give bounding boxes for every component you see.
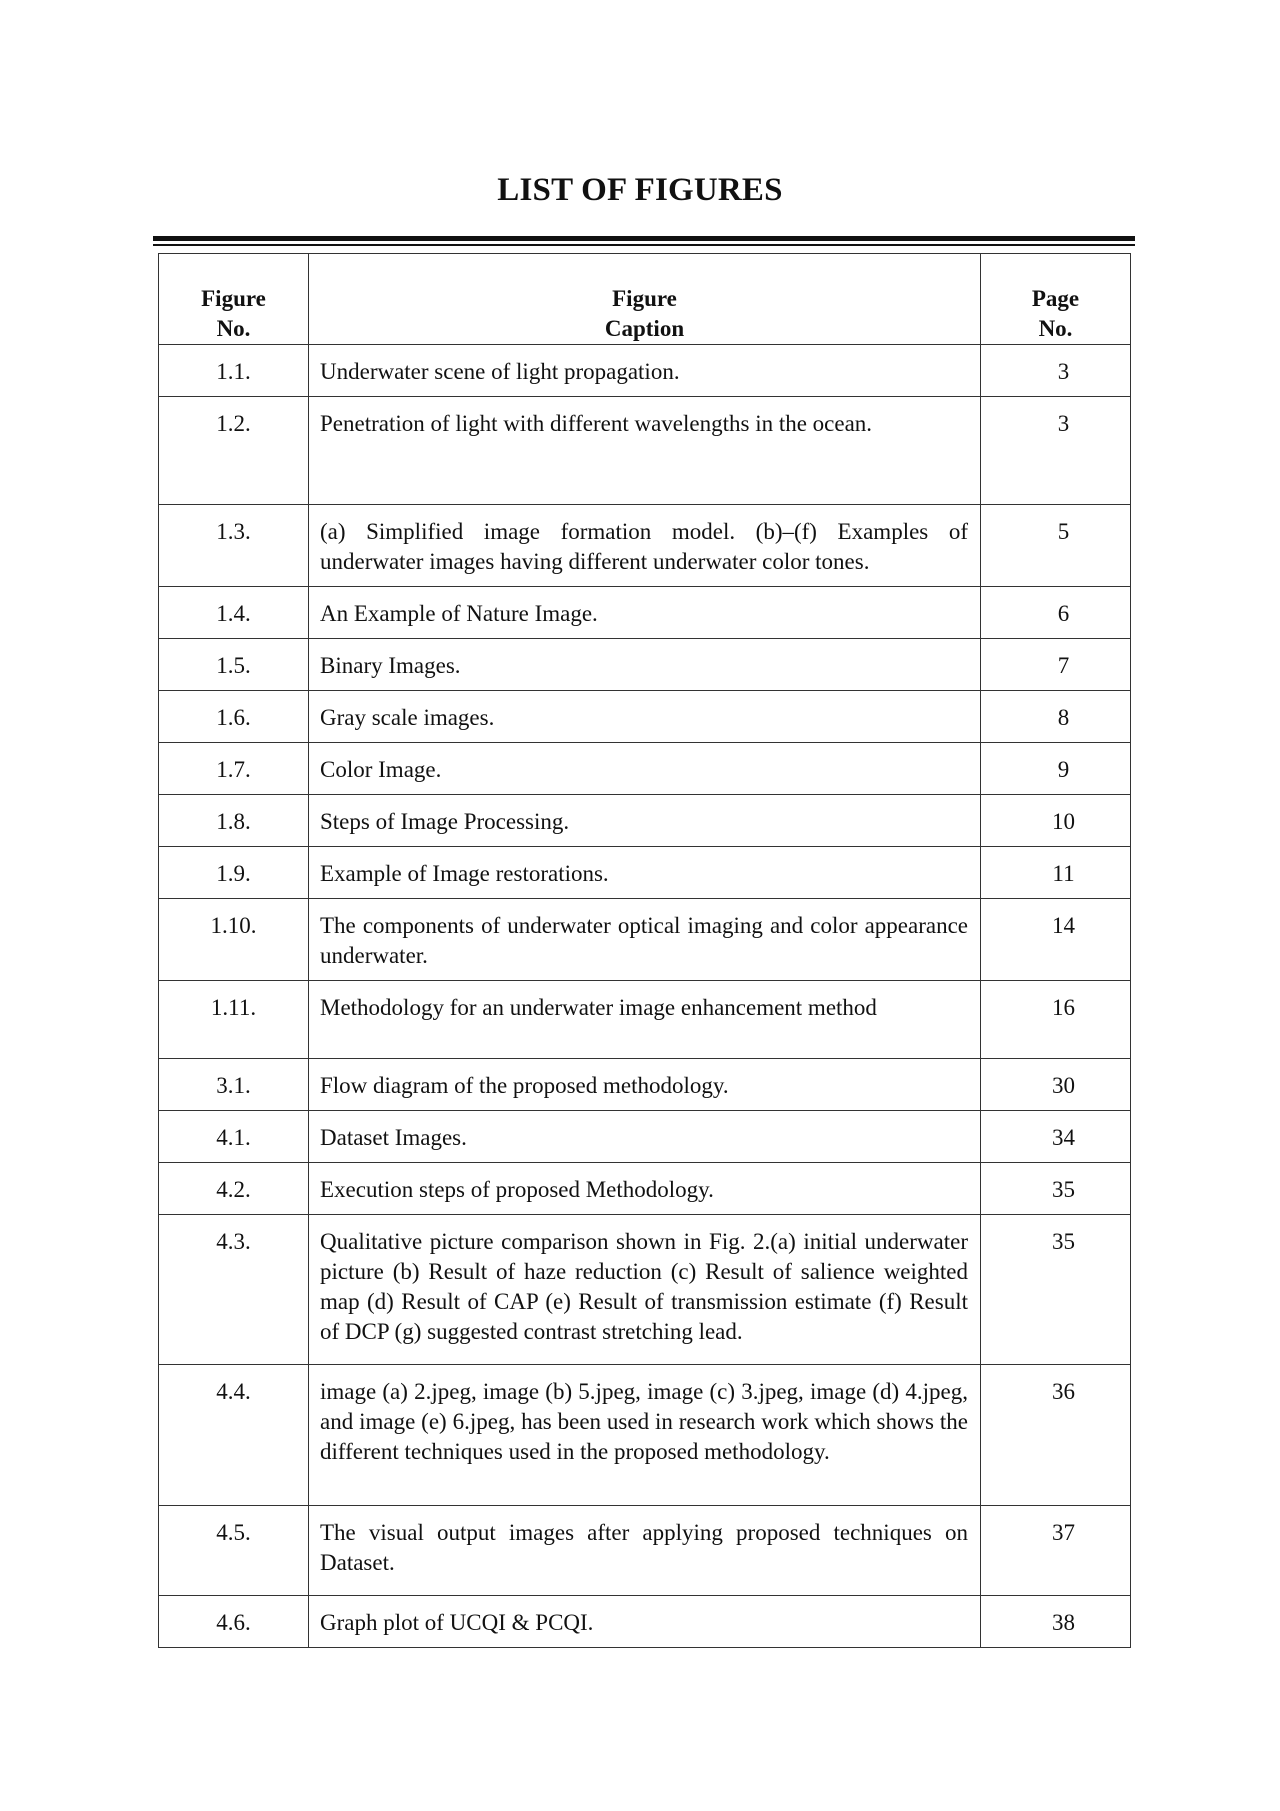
- figure-number: 3.1.: [159, 1059, 309, 1111]
- figure-caption: Qualitative picture comparison shown in Fig. 2.(a) initial underwater picture (b) Result of haze reduction (c) Result of salience weighted map (d) Result of CAP (e) Result of transmission estimate (f) Result of DCP (g) suggested contrast stretching lead.: [309, 1215, 981, 1365]
- figure-caption: (a) Simplified image formation model. (b)–(f) Examples of underwater images having different underwater color tones.: [309, 505, 981, 587]
- figure-number: 4.2.: [159, 1163, 309, 1215]
- figure-caption: The components of underwater optical imaging and color appearance underwater.: [309, 899, 981, 981]
- page-title: LIST OF FIGURES: [497, 172, 783, 208]
- table-row: [159, 847, 1131, 899]
- figures-table: [158, 253, 1131, 1648]
- page-number: 6: [981, 587, 1131, 639]
- page-number: 9: [981, 743, 1131, 795]
- figure-caption: Steps of Image Processing.: [309, 795, 981, 847]
- table-row: [159, 743, 1131, 795]
- page-number: 14: [981, 899, 1131, 981]
- table-row: [159, 505, 1131, 587]
- table-row: [159, 345, 1131, 397]
- figure-number: 1.5.: [159, 639, 309, 691]
- page-number: 37: [981, 1506, 1131, 1596]
- table-row: [159, 691, 1131, 743]
- figure-caption: Graph plot of UCQI & PCQI.: [309, 1596, 981, 1648]
- header-caption: Figure Caption: [309, 254, 981, 345]
- figure-caption: Underwater scene of light propagation.: [309, 345, 981, 397]
- figure-caption: Dataset Images.: [309, 1111, 981, 1163]
- page-number: 7: [981, 639, 1131, 691]
- table-row: [159, 397, 1131, 505]
- title-divider-thick: [153, 236, 1135, 241]
- figure-caption: Example of Image restorations.: [309, 847, 981, 899]
- figure-number: 1.11.: [159, 981, 309, 1059]
- figure-caption: image (a) 2.jpeg, image (b) 5.jpeg, image (c) 3.jpeg, image (d) 4.jpeg, and image (e) 6.jpeg, has been used in research work which shows the different techniques used in the proposed methodology.: [309, 1365, 981, 1506]
- table-row: [159, 639, 1131, 691]
- table-row: [159, 1596, 1131, 1648]
- table-row: [159, 981, 1131, 1059]
- page-number: 34: [981, 1111, 1131, 1163]
- title-divider-thin: [153, 244, 1135, 246]
- figure-caption: An Example of Nature Image.: [309, 587, 981, 639]
- page-number: 3: [981, 397, 1131, 505]
- page-number: 16: [981, 981, 1131, 1059]
- figure-number: 1.6.: [159, 691, 309, 743]
- figure-caption: Methodology for an underwater image enhancement method: [309, 981, 981, 1059]
- figure-caption: Execution steps of proposed Methodology.: [309, 1163, 981, 1215]
- figure-number: 1.3.: [159, 505, 309, 587]
- header-page-no: Page No.: [981, 254, 1131, 345]
- page-number: 5: [981, 505, 1131, 587]
- page-number: 3: [981, 345, 1131, 397]
- figure-number: 4.5.: [159, 1506, 309, 1596]
- figure-number: 4.6.: [159, 1596, 309, 1648]
- table-row: [159, 1111, 1131, 1163]
- table-header-row: [159, 254, 1131, 345]
- figure-number: 1.8.: [159, 795, 309, 847]
- figure-caption: Color Image.: [309, 743, 981, 795]
- figure-number: 1.1.: [159, 345, 309, 397]
- figure-caption: Flow diagram of the proposed methodology.: [309, 1059, 981, 1111]
- figure-caption: Binary Images.: [309, 639, 981, 691]
- page-number: 10: [981, 795, 1131, 847]
- figure-caption: Gray scale images.: [309, 691, 981, 743]
- header-figure-no: Figure No.: [159, 254, 309, 345]
- figure-number: 1.10.: [159, 899, 309, 981]
- page-number: 36: [981, 1365, 1131, 1506]
- figure-number: 4.4.: [159, 1365, 309, 1506]
- page-number: 35: [981, 1215, 1131, 1365]
- figure-number: 4.3.: [159, 1215, 309, 1365]
- table-row: [159, 1215, 1131, 1365]
- page-number: 30: [981, 1059, 1131, 1111]
- figure-number: 1.7.: [159, 743, 309, 795]
- table-row: [159, 795, 1131, 847]
- figure-number: 1.4.: [159, 587, 309, 639]
- table-row: [159, 899, 1131, 981]
- page-number: 8: [981, 691, 1131, 743]
- page-number: 11: [981, 847, 1131, 899]
- table-row: [159, 1365, 1131, 1506]
- table-row: [159, 1506, 1131, 1596]
- table-row: [159, 1059, 1131, 1111]
- figure-caption: The visual output images after applying proposed techniques on Dataset.: [309, 1506, 981, 1596]
- table-row: [159, 587, 1131, 639]
- figure-number: 4.1.: [159, 1111, 309, 1163]
- figure-number: 1.9.: [159, 847, 309, 899]
- table-row: [159, 1163, 1131, 1215]
- page-number: 35: [981, 1163, 1131, 1215]
- figure-caption: Penetration of light with different wavelengths in the ocean.: [309, 397, 981, 505]
- page-number: 38: [981, 1596, 1131, 1648]
- figure-number: 1.2.: [159, 397, 309, 505]
